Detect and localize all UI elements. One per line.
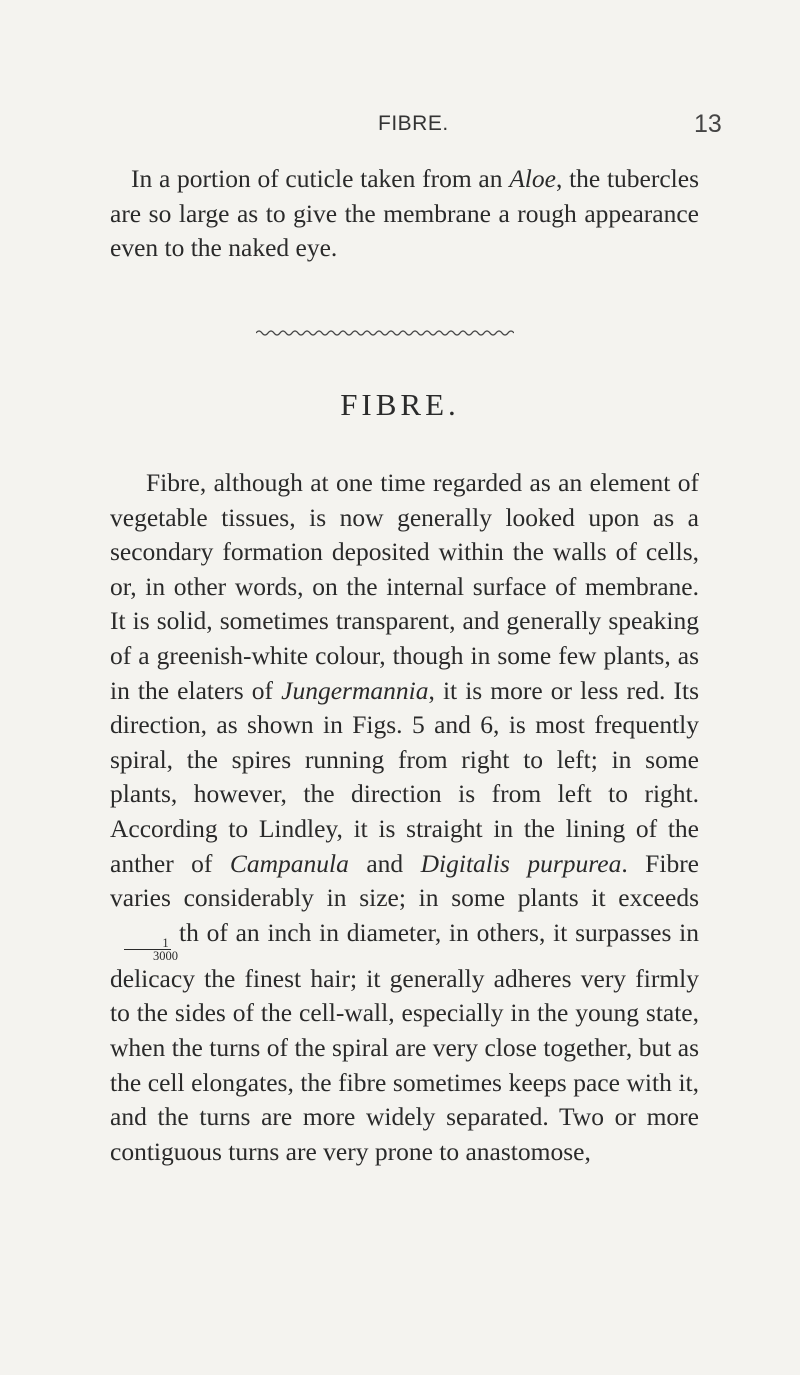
- running-head: [0, 112, 800, 142]
- page-number: 13: [694, 110, 722, 138]
- wavy-rule-ornament: [256, 327, 514, 339]
- running-title: FIBRE.: [378, 112, 449, 135]
- section-heading: FIBRE.: [340, 387, 460, 422]
- body-text-5: th of an inch in diameter, in others, it surpasses in delicacy the finest hair; it generally adheres very firmly to the sides of the cell-wall, especially in the young state, when the turns of the spiral are very close together, but as the cell elongates, the fibre sometimes keeps pace with it, and the turns are more widely separated. Two or more contiguous turns are very prone to anastomose,: [110, 917, 699, 1166]
- intro-text-end: , the tubercles are so large as to give the membrane a rough appearance even to the naked eye.: [110, 164, 700, 263]
- intro-italic-aloe: Aloe: [509, 164, 556, 193]
- fraction: [116, 937, 179, 962]
- fraction-numerator: 1: [124, 937, 170, 950]
- italic-jungermannia: Jungermannia: [281, 675, 429, 705]
- italic-campanula: Campanula: [229, 848, 349, 878]
- italic-digitalis-purpurea: Digitalis purpurea: [420, 848, 622, 878]
- fraction-denominator: 3000: [153, 948, 178, 963]
- intro-paragraph: [110, 162, 699, 266]
- intro-text: In a portion of cuticle taken from an: [131, 164, 510, 193]
- body-text-3: and: [348, 848, 421, 878]
- body-text-4: . Fibre varies considerably in size; in some plants it exceeds: [110, 848, 700, 913]
- body-paragraph: [110, 466, 699, 1169]
- body-text-2: , it is more or less red. Its direction, as shown in Figs. 5 and 6, is most frequently spiral, the spires running from right to left; in some plants, however, the direction is from left to right. According to Lindley, it is straight in the lining of the anther of: [110, 675, 699, 878]
- body-text-1: Fibre, although at one time regarded as an element of vegetable tissues, is now generally looked upon as a secondary formation deposited within the walls of cells, or, in other words, on the internal surface of membrane. It is solid, sometimes transparent, and generally speaking of a greenish-white colour, though in some few plants, as in the elaters of: [110, 468, 699, 705]
